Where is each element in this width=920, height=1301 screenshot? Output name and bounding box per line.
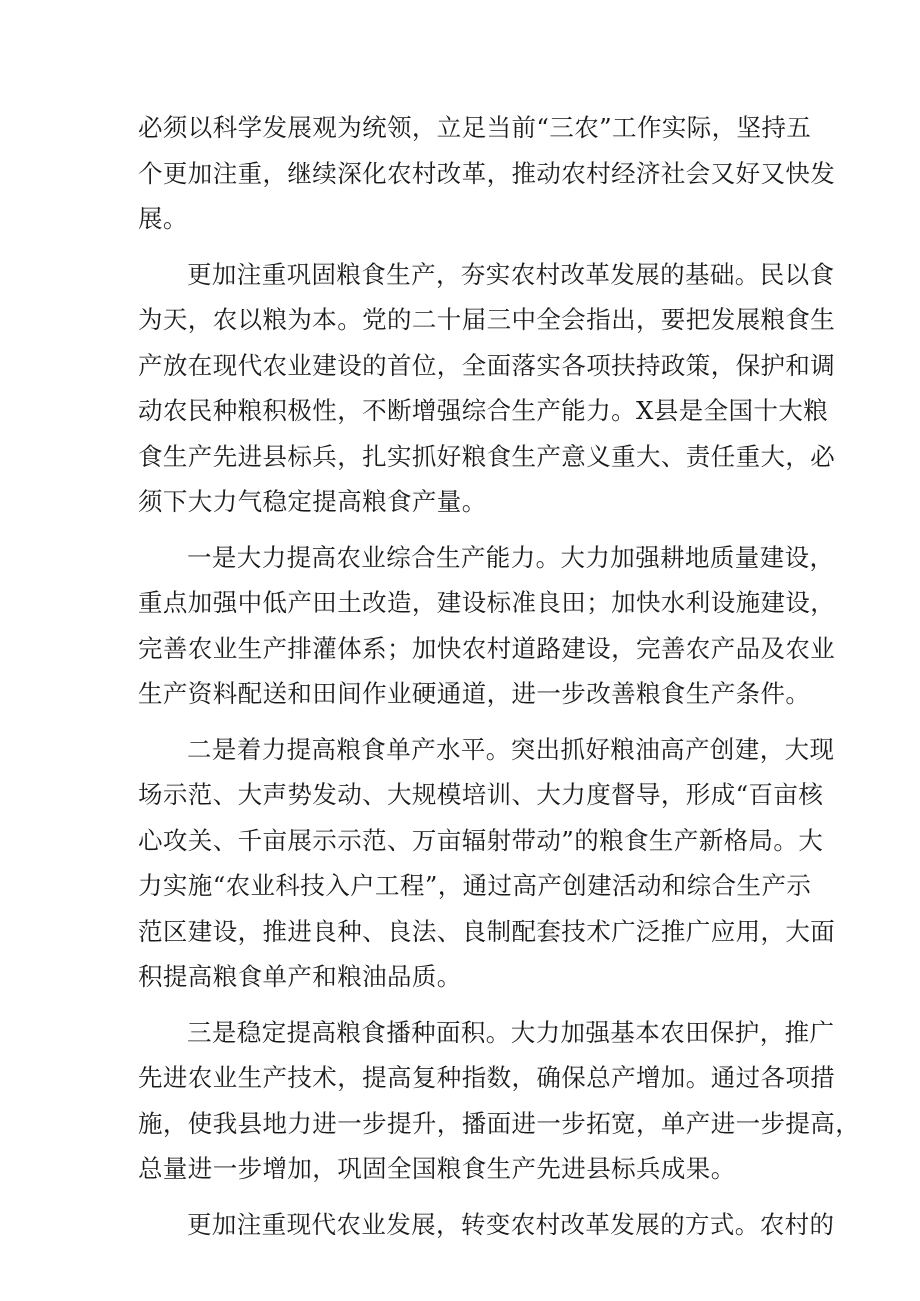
text-line: 个更加注重，继续深化农村改革，推动农村经济社会又好又快发: [138, 158, 836, 188]
text-line: 更加注重巩固粮食生产，夯实农村改革发展的基础。民以食: [187, 259, 835, 289]
paragraph-point-two: [138, 727, 836, 1000]
text-line: 须下大力气稳定提高粮食产量。: [138, 487, 487, 516]
document-body: [138, 105, 861, 1247]
text-line: 力实施“农业科技入户工程”，通过高产创建活动和综合生产示: [138, 871, 812, 900]
paragraph-continuation: [138, 105, 836, 242]
text-line: 更加注重现代农业发展，转变农村改革发展的方式。农村的: [187, 1209, 835, 1239]
text-line: 心攻关、千亩展示示范、万亩辐射带动”的粮食生产新格局。大: [138, 825, 824, 855]
text-line: 重点加强中低产田土改造，建设标准良田；加快水利设施建设，: [138, 588, 836, 617]
text-line: 先进农业生产技术，提高复种指数，确保总产增加。通过各项措: [138, 1063, 836, 1092]
text-line: 一是大力提高农业综合生产能力。大力加强耕地质量建设，: [187, 542, 835, 572]
paragraph-grain-production: [138, 252, 836, 525]
text-line: 动农民种粮积极性，不断增强综合生产能力。X县是全国十大粮: [138, 396, 829, 425]
text-line: 二是着力提高粮食单产水平。突出抓好粮油高产创建，大现: [187, 734, 835, 764]
paragraph-point-one: [138, 535, 836, 717]
paragraph-point-three: [138, 1010, 861, 1192]
text-line: 总量进一步增加，巩固全国粮食生产先进县标兵成果。: [138, 1154, 736, 1183]
text-line: 积提高粮食单产和粮油品质。: [138, 962, 462, 991]
text-line: 食生产先进县标兵，扎实抓好粮食生产意义重大、责任重大，必: [138, 441, 836, 471]
text-line: 完善农业生产排灌体系；加快农村道路建设，完善农产品及农业: [138, 633, 836, 663]
text-line: 展。: [138, 204, 188, 233]
text-line: 场示范、大声势发动、大规模培训、大力度督导，形成“百亩核: [138, 780, 824, 809]
text-line: 三是稳定提高粮食播种面积。大力加强基本农田保护，推广: [187, 1017, 835, 1047]
text-line: 产放在现代农业建设的首位，全面落实各项扶持政策，保护和调: [138, 350, 836, 380]
text-line: 必须以科学发展观为统领，立足当前“三农”工作实际，坚持五: [138, 113, 812, 142]
paragraph-modern-agriculture: [138, 1202, 835, 1248]
text-line: 为天，农以粮为本。党的二十届三中全会指出，要把发展粮食生: [138, 305, 836, 334]
text-line: 范区建设，推进良种、良法、良制配套技术广泛推广应用，大面: [138, 916, 836, 946]
text-line: 施，使我县地力进一步提升，播面进一步拓宽，单产进一步提高，: [138, 1108, 861, 1138]
text-line: 生产资料配送和田间作业硬通道，进一步改善粮食生产条件。: [138, 679, 811, 708]
